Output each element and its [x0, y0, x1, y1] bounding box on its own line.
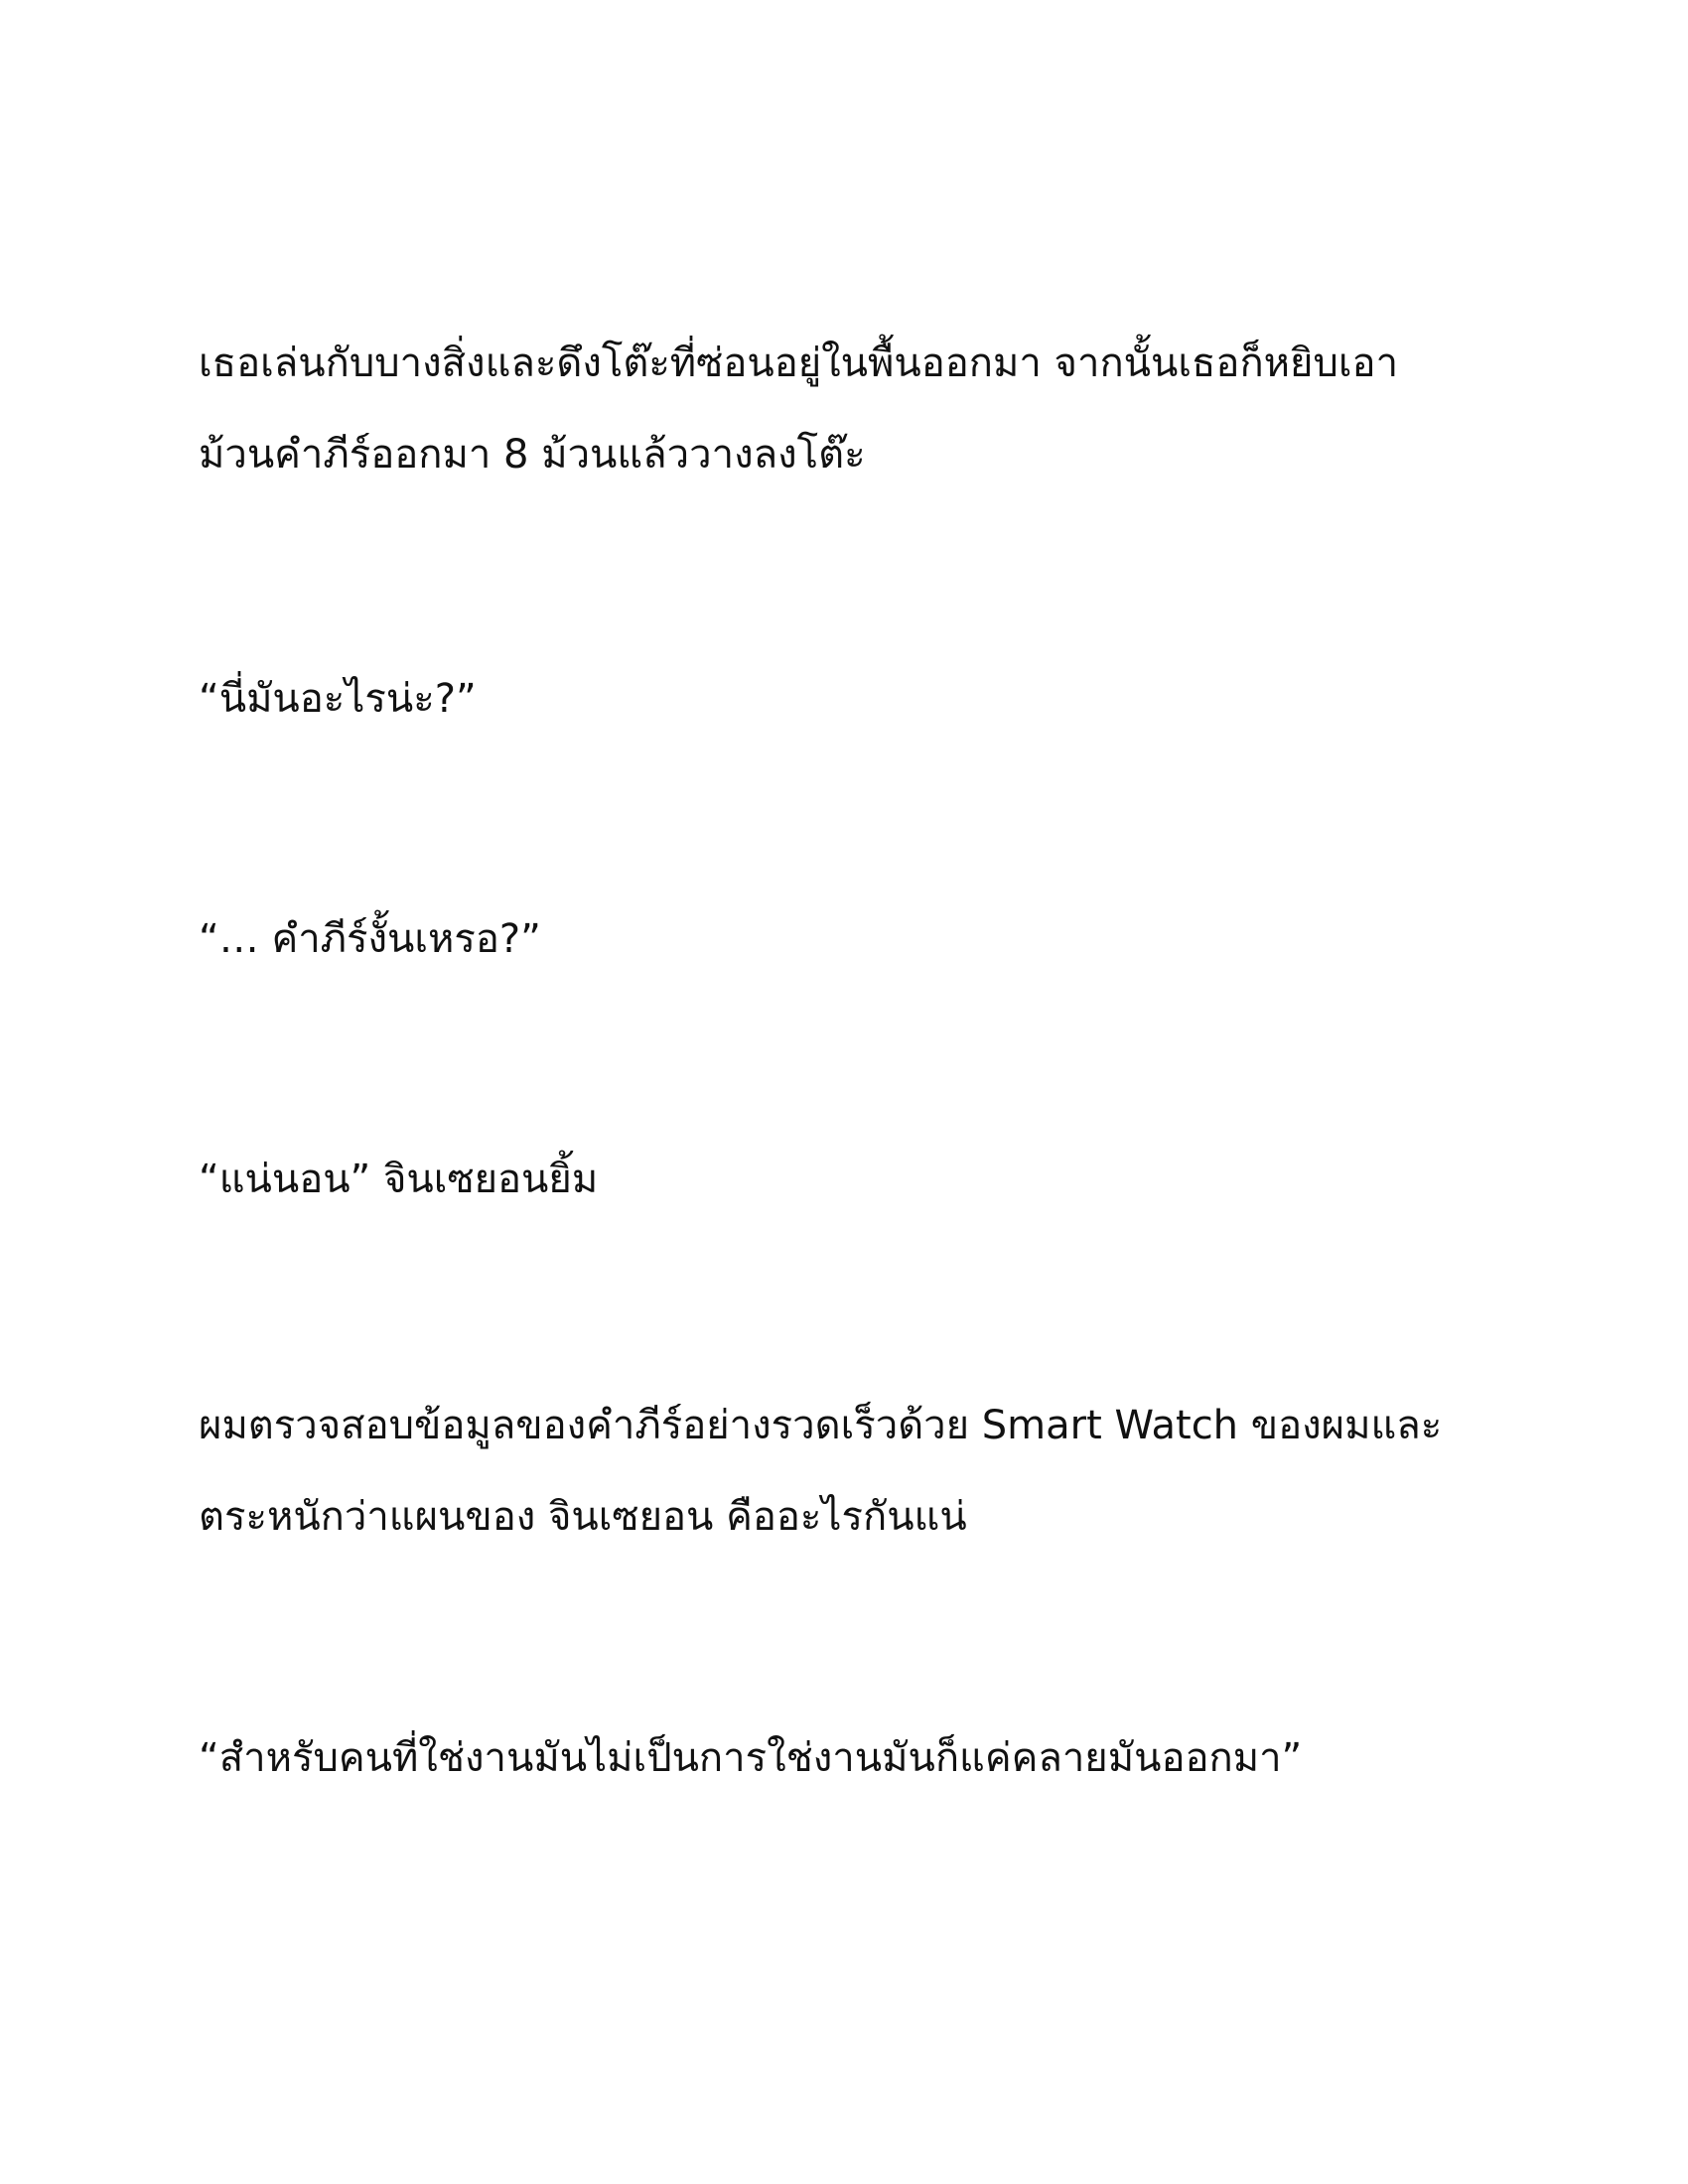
text-line: ตระหนักว่าแผนของ จินเซยอน คืออะไรกันแน่ — [199, 1494, 967, 1540]
text-line: “สำหรับคนที่ใช่งานมันไม่เป็นการใช่งานมันก็แค่คลายมันออกมา” — [199, 1735, 1303, 1781]
dialogue-paragraph — [199, 1134, 1509, 1225]
text-line: “นี่มันอะไรน่ะ?” — [199, 676, 477, 722]
text-line: “… คำภีร์งั้นเหรอ?” — [199, 916, 541, 962]
text-line: ผมตรวจสอบข้อมูลของคำภีร์อย่างรวดเร็วด้วย Smart Watch ของผมและ — [199, 1403, 1443, 1448]
text-line: “แน่นอน” จินเซยอนยิ้ม — [199, 1157, 599, 1202]
narration-paragraph — [199, 318, 1509, 500]
text-line: ม้วนคำภีร์ออกมา 8 ม้วนแล้ววางลงโต๊ะ — [199, 432, 866, 478]
text-line: เธอเล่นกับบางสิ่งและดึงโต๊ะที่ซ่อนอยู่ในพื้นออกมา จากนั้นเธอก็หยิบเอา — [199, 341, 1399, 386]
dialogue-paragraph — [199, 653, 1509, 745]
dialogue-paragraph — [199, 1712, 1509, 1804]
narration-paragraph — [199, 1380, 1509, 1563]
dialogue-paragraph — [199, 893, 1509, 985]
